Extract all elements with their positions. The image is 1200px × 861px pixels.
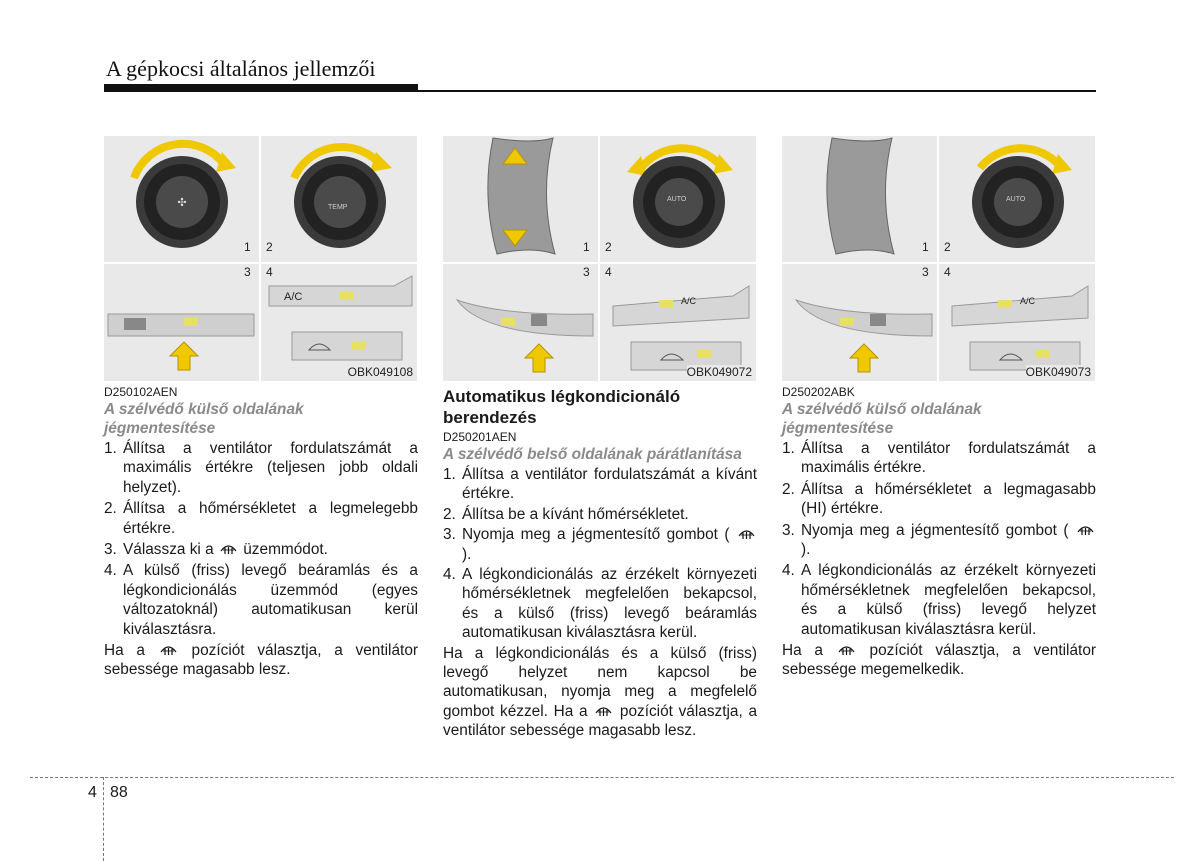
defrost-icon <box>838 642 855 656</box>
panel-number-3: 3 <box>922 265 929 279</box>
chapter-number: 4 <box>88 784 97 801</box>
panel-number-4: 4 <box>944 265 951 279</box>
list-item: 2. Állítsa a hőmérsékletet a legmagasabb (HI) értékre. <box>782 480 1096 518</box>
panel-number-3: 3 <box>244 265 251 279</box>
doc-code: D250202ABK <box>782 385 855 399</box>
panel-number-3: 3 <box>583 265 590 279</box>
panel-number-2: 2 <box>605 240 612 254</box>
note-paragraph: Ha a légkondicionálás és a külső (friss) levegő helyzet nem kapcsol be automatikusan, nyomja meg a megfelelő gombot kézzel. Ha a pozíciót választja, a ventilátor sebessége magasabb lesz. <box>443 644 758 740</box>
list-item: 4. A légkondicionálás az érzékelt környezeti hőmérsékletnek megfelelően bekapcsol, és a külső (friss) levegő beáramlás automatikusan kiválasztásra kerül. <box>443 566 757 642</box>
svg-text:✣: ✣ <box>177 196 187 209</box>
panel-number-1: 1 <box>583 240 590 254</box>
panel-number-4: 4 <box>605 265 612 279</box>
figure-right <box>782 136 1095 381</box>
ac-button-label: A/C <box>1020 296 1036 306</box>
page-header-title: A gépkocsi általános jellemzői <box>106 56 376 81</box>
figure-middle <box>443 136 756 381</box>
doc-code: D250201AEN <box>443 430 517 444</box>
steps-list <box>104 439 418 639</box>
header-bar <box>104 84 418 92</box>
list-item: 3. Nyomja meg a jégmentesítő gombot ( ). <box>782 521 1096 560</box>
note-paragraph: Ha a pozíciót választja, a ventilátor sebessége megemelkedik. <box>782 642 1097 679</box>
column-right <box>782 384 1096 680</box>
rear-defrost-icon <box>220 541 237 555</box>
list-item: 3. Válassza ki a üzemmódot. <box>104 541 328 559</box>
list-item: 2. Állítsa be a kívánt hőmérsékletet. <box>443 505 689 523</box>
defrost-icon <box>1077 522 1094 536</box>
figure-code: OBK049108 <box>347 365 413 379</box>
list-item: 1. Állítsa a ventilátor fordulatszámát a kívánt értékre. <box>443 466 757 503</box>
list-item: 1. Állítsa a ventilátor fordulatszámát a maximális értékre. <box>782 440 1096 477</box>
figure-left <box>104 136 417 381</box>
column-middle <box>443 384 757 741</box>
list-item: 4. A légkondicionálás az érzékelt környezeti hőmérsékletnek megfelelően bekapcsol, és a külső (friss) levegő helyzet automatikusan kiválasztásra kerül. <box>782 562 1096 638</box>
figure-code: OBK049072 <box>686 365 752 379</box>
column-left <box>104 384 418 680</box>
subheading: A szélvédő belső oldalának párátlanítása <box>443 446 742 463</box>
panel-number-1: 1 <box>922 240 929 254</box>
footer-rule <box>30 777 1174 778</box>
steps-list <box>782 439 1096 639</box>
steps-list <box>443 465 757 643</box>
subheading: A szélvédő külső oldalának jégmentesítése <box>104 401 304 437</box>
panel-number-4: 4 <box>266 265 273 279</box>
figure-code: OBK049073 <box>1025 365 1091 379</box>
defrost-icon <box>738 526 755 540</box>
page-number: 88 <box>110 784 128 801</box>
temp-knob-label: TEMP <box>328 204 348 211</box>
header-rule <box>418 90 1096 92</box>
list-item: 3. Nyomja meg a jégmentesítő gombot ( ). <box>443 525 757 564</box>
auto-knob-label: AUTO <box>1006 196 1026 203</box>
defrost-icon <box>595 703 612 717</box>
section-heading: Automatikus légkondicionáló berendezés <box>443 387 681 427</box>
panel-number-2: 2 <box>944 240 951 254</box>
list-item: 1. Állítsa a ventilátor fordulatszámát a maximális értékre (teljesen jobb oldali helyzet). <box>104 440 418 496</box>
rear-defrost-icon <box>160 642 177 656</box>
ac-button-label: A/C <box>284 291 303 303</box>
subheading: A szélvédő külső oldalának jégmentesítése <box>782 401 982 437</box>
doc-code: D250102AEN <box>104 385 178 399</box>
auto-knob-label: AUTO <box>667 196 687 203</box>
list-item: 2. Állítsa a hőmérsékletet a legmelegebb értékre. <box>104 500 418 537</box>
footer-divider <box>103 777 104 861</box>
ac-button-label: A/C <box>681 296 697 306</box>
list-item: 4. A külső (friss) levegő beáramlás és a légkondicionálás üzemmód (egyes változatoknál) automatikusan kerül kiválasztásra. <box>104 562 418 638</box>
panel-number-1: 1 <box>244 240 251 254</box>
note-paragraph: Ha a pozíciót választja, a ventilátor sebessége magasabb lesz. <box>104 642 419 679</box>
panel-number-2: 2 <box>266 240 273 254</box>
